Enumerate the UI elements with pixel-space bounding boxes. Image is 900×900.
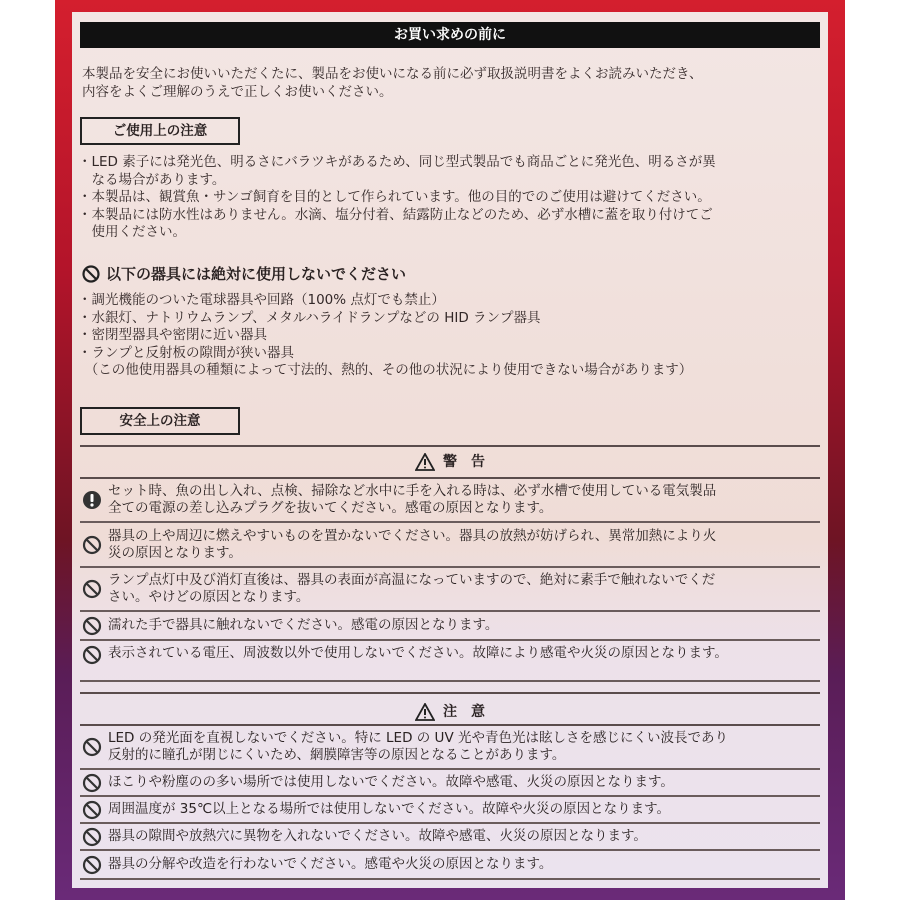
caution-title: 注 意 (443, 704, 485, 720)
safety-item (80, 797, 820, 824)
warning-triangle-icon (415, 703, 435, 721)
prohibited-icon (82, 265, 100, 283)
caution-heading (80, 702, 820, 722)
safety-item-text (108, 617, 498, 634)
prohibited-list (78, 292, 692, 380)
prohibited-icon (80, 616, 104, 636)
prohibited-icon (80, 855, 104, 875)
prohibited-icon (80, 535, 104, 555)
text-line: 器具の分解や改造を行わないでください。感電や火災の原因となります。 (108, 856, 553, 872)
list-item: ・LED 素子には発光色、明るさにバラツキがあるため、同じ型式製品でも商品ごとに発光色、明るさが異 (78, 154, 716, 170)
text-line: ランプ点灯中及び消灯直後は、器具の表面が高温になっていますので、絶対に素手で触れないでくだ (108, 572, 716, 588)
text-line: 災の原因となります。 (108, 544, 242, 561)
exclamation-icon (80, 490, 104, 510)
prohibited-icon (80, 800, 104, 820)
list-item: なる場合があります。 (78, 171, 226, 188)
text-line: セット時、魚の出し入れ、点検、掃除など水中に手を入れる時は、必ず水槽で使用している電気製品 (108, 483, 717, 499)
safety-item-text (108, 730, 728, 764)
text-line: 器具の隙間や放熱穴に異物を入れないでください。故障や感電、火災の原因となります。 (108, 828, 647, 844)
text-line: 周囲温度が 35℃以上となる場所では使用しないでください。故障や火災の原因となります。 (108, 801, 671, 817)
text-line: 表示されている電圧、周波数以外で使用しないでください。故障により感電や火災の原因となります。 (108, 645, 728, 661)
prohibited-icon (80, 827, 104, 847)
text-line: LED の発光面を直視しないでください。特に LED の UV 光や青色光は眩しさを感じにくい波長であり (108, 730, 728, 746)
label-panel (72, 12, 828, 888)
usage-list (78, 154, 716, 242)
intro-line: 本製品を安全にお使いいただくたに、製品をお使いになる前に必ず取扱説明書をよくお読みいただき、 (82, 66, 703, 82)
prohibited-icon (80, 773, 104, 793)
safety-item (80, 568, 820, 612)
text-line: 濡れた手で器具に触れないでください。感電の原因となります。 (108, 617, 499, 633)
prohibited-heading (82, 263, 406, 284)
section-header: お買い求めの前に (80, 22, 820, 48)
list-item: ・本製品には防水性はありません。水滴、塩分付着、結露防止などのため、必ず水槽に蓋を取り付けてご (78, 206, 713, 223)
divider (80, 692, 820, 694)
safety-item (80, 726, 820, 770)
safety-item (80, 479, 820, 523)
safety-item-text (108, 528, 716, 562)
usage-title: ご使用上の注意 (80, 117, 240, 145)
intro-line: 内容をよくご理解のうえで正しくお使いください。 (82, 83, 393, 100)
list-item: ・ランプと反射板の隙間が狭い器具 (78, 344, 294, 361)
prohibited-icon (80, 737, 104, 757)
list-item: ・調光機能のついた電球器具や回路（100% 点灯でも禁止） (78, 292, 445, 308)
safety-item (80, 851, 820, 880)
prohibited-title: 以下の器具には絶対に使用しないでください (106, 265, 407, 283)
safety-item (80, 641, 820, 682)
safety-item-text (108, 572, 715, 606)
safety-item (80, 523, 820, 568)
safety-item (80, 824, 820, 851)
safety-item-text (108, 483, 716, 517)
warning-title: 警 告 (443, 454, 485, 470)
prohibited-icon (80, 579, 104, 599)
divider (80, 445, 820, 447)
list-item: 使用ください。 (78, 224, 186, 240)
list-item: ・密閉型器具や密閉に近い器具 (78, 327, 267, 343)
text-line: さい。やけどの原因となります。 (108, 589, 310, 605)
safety-item-text (108, 645, 728, 662)
text-line: 反射的に瞳孔が閉じにくいため、網膜障害等の原因となることがあります。 (108, 747, 566, 763)
safety-item (80, 770, 820, 797)
safety-item-text (108, 774, 674, 791)
safety-item-text (108, 828, 647, 845)
text-line: 全ての電源の差し込みプラグを抜いてください。感電の原因となります。 (108, 500, 553, 516)
safety-title: 安全上の注意 (80, 407, 240, 435)
text-line: ほこりや粉塵のの多い場所では使用しないでください。故障や感電、火災の原因となります。 (108, 774, 674, 790)
list-item: （この他使用器具の種類によって寸法的、熱的、その他の状況により使用できない場合があります） (78, 362, 693, 378)
warning-heading (80, 452, 820, 472)
intro-text (82, 66, 702, 101)
safety-item-text (108, 856, 552, 873)
prohibited-icon (80, 645, 104, 665)
list-item: ・本製品は、観賞魚・サンゴ飼育を目的として作られています。他の目的でのご使用は避けてください。 (78, 189, 711, 205)
list-item: ・水銀灯、ナトリウムランプ、メタルハライドランプなどの HID ランプ器具 (78, 309, 541, 326)
safety-item-text (108, 801, 670, 818)
warning-triangle-icon (415, 453, 435, 471)
safety-item (80, 612, 820, 641)
text-line: 器具の上や周辺に燃えやすいものを置かないでください。器具の放熱が妨げられ、異常加熱により火 (108, 527, 717, 544)
